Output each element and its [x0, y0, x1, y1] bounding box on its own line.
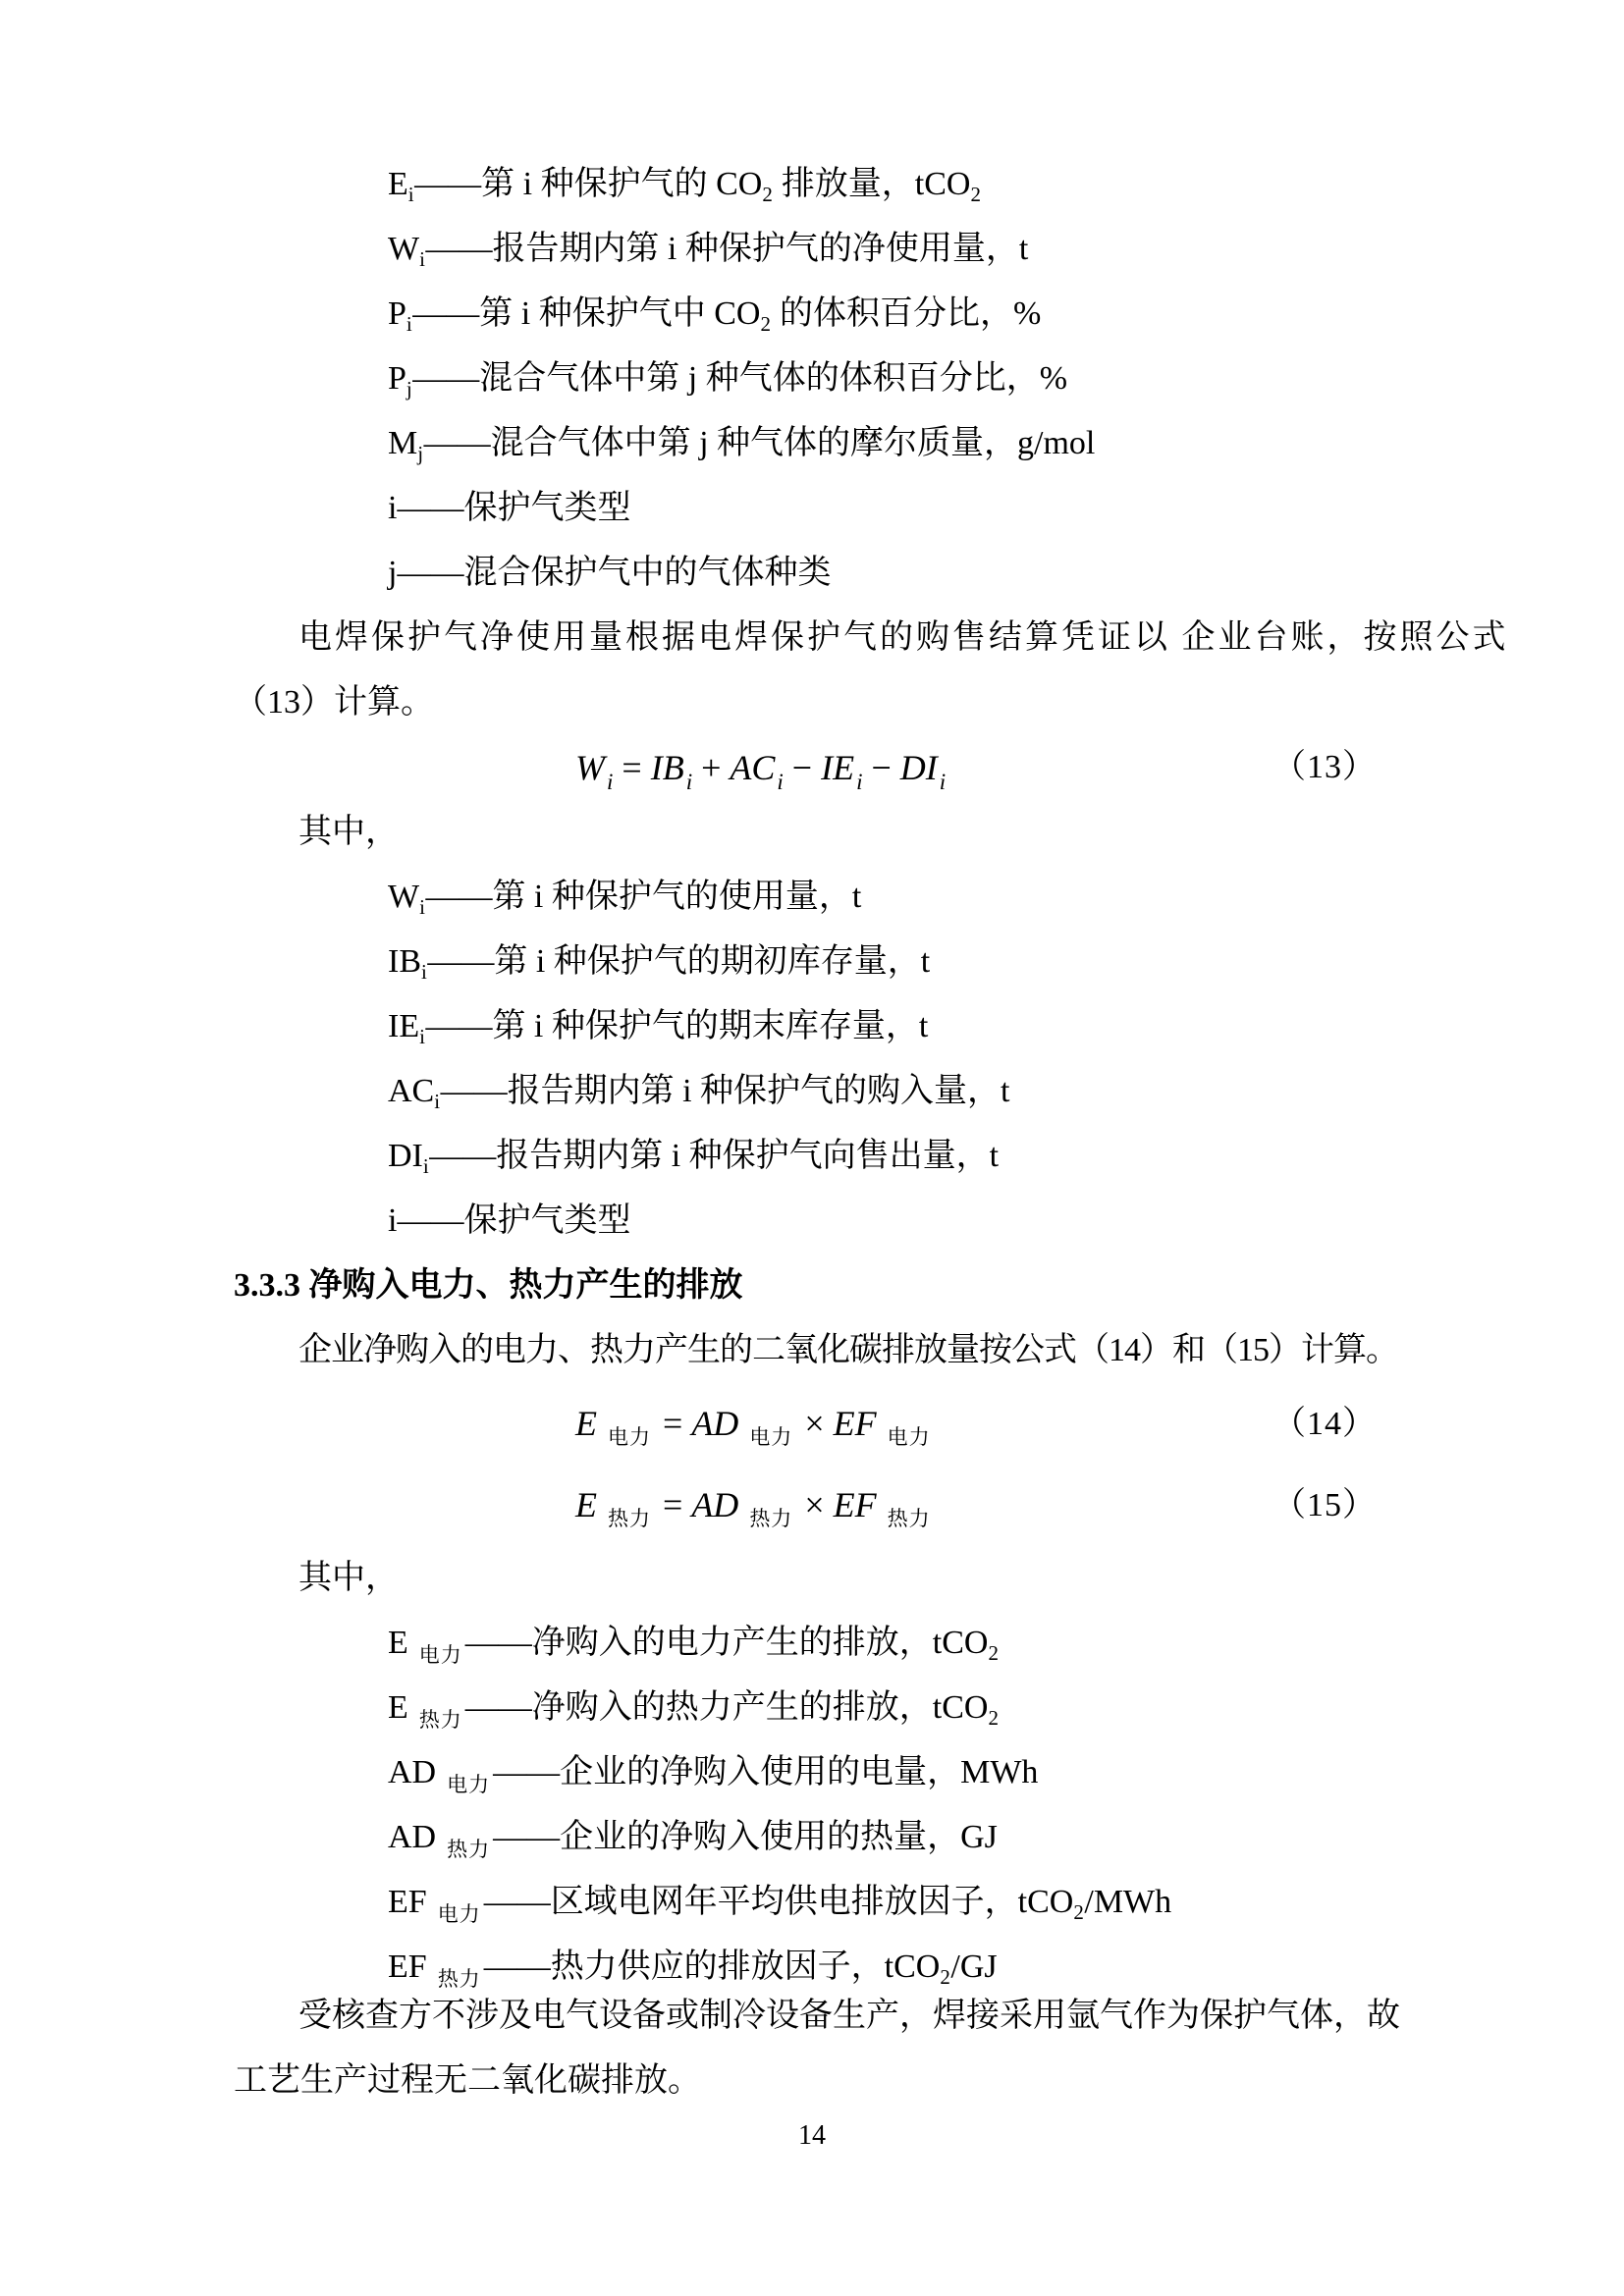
cjk-subscript: 热力 — [418, 1708, 462, 1732]
text-run: ——区域电网年平均供电排放因子，tCO — [483, 1884, 1074, 1920]
def-ACi — [234, 1059, 1404, 1124]
formula-13 — [234, 735, 1404, 800]
formula-symbol: EF — [833, 1404, 877, 1443]
text-run: = — [654, 1485, 692, 1524]
def-AD-elec — [234, 1740, 1404, 1805]
def-Wi-net — [234, 217, 1404, 282]
cjk-subscript: 热力 — [437, 1967, 481, 1991]
def-Pj — [234, 347, 1404, 411]
formula-subscript: i — [856, 770, 863, 794]
subscript: 2 — [988, 1706, 1000, 1730]
text-run: ——第 i 种保护气的期初库存量，t — [427, 943, 931, 980]
text-run: AC — [388, 1073, 435, 1109]
text-run: + — [692, 748, 731, 787]
subscript: 2 — [988, 1641, 1000, 1665]
formula-subscript: i — [607, 770, 614, 794]
def-E-elec — [234, 1611, 1404, 1676]
text-run: ——第 i 种保护气中 CO — [412, 295, 761, 332]
def-i-type-2 — [234, 1189, 1404, 1254]
text-run: ——混合气体中第 j 种气体的体积百分比，% — [412, 360, 1068, 397]
text-run: ——热力供应的排放因子，tCO — [483, 1949, 941, 1985]
text-run: 工艺生产过程无二氧化碳排放。 — [234, 2062, 701, 2099]
formula-symbol: DI — [899, 748, 938, 787]
text-run: E — [388, 1625, 408, 1661]
formula-symbol: AD — [691, 1485, 739, 1524]
text-run: 电焊保护气净使用量根据电焊保护气的购售结算凭证以 企业台账，按照公式 — [298, 619, 1509, 656]
text-run: M — [388, 425, 418, 461]
formula-number: （13） — [1272, 749, 1377, 785]
text-run: /MWh — [1084, 1884, 1172, 1920]
cjk-subscript: 电力 — [447, 1773, 491, 1796]
text-run: P — [388, 360, 406, 397]
def-Ei — [234, 152, 1404, 217]
section-heading-333 — [234, 1254, 1404, 1318]
text-run: 排放量，tCO — [773, 166, 971, 202]
cjk-subscript: 电力 — [749, 1425, 793, 1449]
cjk-subscript: 热力 — [887, 1507, 931, 1530]
text-run: DI — [388, 1138, 423, 1174]
text-run: ——报告期内第 i 种保护气的净使用量，t — [425, 231, 1029, 267]
formula-15 — [234, 1465, 1404, 1546]
formula-14 — [234, 1383, 1404, 1465]
cjk-subscript: 电力 — [608, 1425, 651, 1449]
text-run: i——保护气类型 — [388, 490, 631, 526]
formula-symbol: EF — [833, 1485, 877, 1524]
def-j-type — [234, 541, 1404, 606]
def-i-type — [234, 476, 1404, 541]
para-verify-line2 — [234, 2049, 1404, 2113]
text-run: 的体积百分比，% — [771, 295, 1042, 332]
formula-symbol: AD — [691, 1404, 739, 1443]
def-DIi — [234, 1124, 1404, 1189]
para-weld-gas-line1 — [234, 606, 1509, 670]
subscript: j — [417, 442, 424, 465]
cjk-subscript: 电力 — [418, 1643, 462, 1667]
para-among-2 — [234, 1546, 1404, 1611]
text-run: ——企业的净购入使用的电量，MWh — [493, 1754, 1039, 1790]
text-run: i——保护气类型 — [388, 1202, 631, 1239]
text-run: = — [613, 748, 651, 787]
text-run: 3.3.3 净购入电力、热力产生的排放 — [234, 1267, 743, 1304]
text-run: IE — [388, 1008, 420, 1044]
def-AD-heat — [234, 1805, 1404, 1870]
def-Pi — [234, 282, 1404, 347]
subscript: i — [406, 312, 413, 336]
text-run: EF — [388, 1884, 427, 1920]
text-run: （13）计算。 — [234, 684, 434, 721]
cjk-subscript: 电力 — [887, 1425, 931, 1449]
formula-symbol: E — [575, 1404, 597, 1443]
para-verify-line1 — [234, 1984, 1404, 2049]
para-net-purchase — [234, 1318, 1404, 1383]
cjk-subscript: 电力 — [437, 1902, 481, 1926]
text-run: ——混合气体中第 j 种气体的摩尔质量，g/mol — [423, 425, 1096, 461]
formula-symbol: W — [575, 748, 605, 787]
formula-symbol: AC — [730, 748, 776, 787]
formula-subscript: i — [939, 770, 947, 794]
para-weld-gas-line2 — [234, 670, 1404, 735]
text-run: AD — [388, 1819, 437, 1855]
text-run: IB — [388, 943, 421, 980]
formula-subscript: i — [685, 770, 693, 794]
formula-symbol: IB — [650, 748, 684, 787]
page-number: 14 — [798, 2120, 826, 2151]
text-run: W — [388, 879, 420, 915]
subscript: 2 — [940, 1965, 951, 1989]
text-run: ——第 i 种保护气的 CO — [414, 166, 763, 202]
text-run: ——净购入的热力产生的排放，tCO — [464, 1689, 989, 1726]
formula-subscript: i — [777, 770, 784, 794]
subscript: i — [419, 895, 426, 919]
page-content — [234, 152, 1509, 2113]
text-run: − — [783, 748, 822, 787]
text-run: 其中， — [298, 1560, 399, 1596]
def-EF-elec — [234, 1870, 1404, 1935]
text-run: ——企业的净购入使用的热量，GJ — [493, 1819, 998, 1855]
text-run: W — [388, 231, 420, 267]
text-run: E — [388, 1689, 408, 1726]
formula-symbol: IE — [821, 748, 855, 787]
text-run: ——净购入的电力产生的排放，tCO — [464, 1625, 989, 1661]
def-IBi — [234, 930, 1404, 994]
text-run: 受核查方不涉及电气设备或制冷设备生产，焊接采用氩气作为保护气体，故 — [298, 1998, 1400, 2034]
formula-symbol: E — [575, 1485, 597, 1524]
text-run: − — [862, 748, 900, 787]
para-among-1 — [234, 800, 1404, 865]
subscript: i — [434, 1090, 441, 1113]
text-run: /GJ — [950, 1949, 998, 1985]
formula-number: （14） — [1272, 1406, 1377, 1442]
text-run: ——报告期内第 i 种保护气向售出量，t — [429, 1138, 1000, 1174]
text-run: = — [654, 1404, 692, 1443]
def-E-heat — [234, 1676, 1404, 1740]
formula-number: （15） — [1272, 1487, 1377, 1523]
text-run: ——报告期内第 i 种保护气的购入量，t — [440, 1073, 1010, 1109]
text-run: AD — [388, 1754, 437, 1790]
text-run: 其中， — [298, 814, 399, 850]
cjk-subscript: 热力 — [447, 1838, 491, 1861]
subscript: j — [406, 377, 413, 400]
text-run: j——混合保护气中的气体种类 — [388, 555, 832, 591]
text-run: E — [388, 166, 408, 202]
text-run: EF — [388, 1949, 427, 1985]
subscript: i — [422, 1154, 430, 1178]
def-Wi — [234, 865, 1404, 930]
text-run: ——第 i 种保护气的使用量，t — [425, 879, 862, 915]
text-run: × — [795, 1485, 834, 1524]
subscript: i — [419, 247, 426, 271]
cjk-subscript: 热力 — [749, 1507, 793, 1530]
text-run: ——第 i 种保护气的期末库存量，t — [425, 1008, 929, 1044]
def-Mj — [234, 411, 1404, 476]
def-IEi — [234, 994, 1404, 1059]
subscript: i — [419, 1025, 426, 1048]
subscript: 2 — [762, 183, 774, 206]
cjk-subscript: 热力 — [608, 1507, 651, 1530]
text-run: 企业净购入的电力、热力产生的二氧化碳排放量按公式（14）和（15）计算。 — [298, 1332, 1398, 1368]
text-run: × — [795, 1404, 834, 1443]
subscript: 2 — [1073, 1900, 1085, 1924]
text-run: P — [388, 295, 406, 332]
subscript: 2 — [970, 183, 982, 206]
subscript: i — [407, 183, 415, 206]
subscript: 2 — [760, 312, 772, 336]
subscript: i — [421, 960, 428, 984]
